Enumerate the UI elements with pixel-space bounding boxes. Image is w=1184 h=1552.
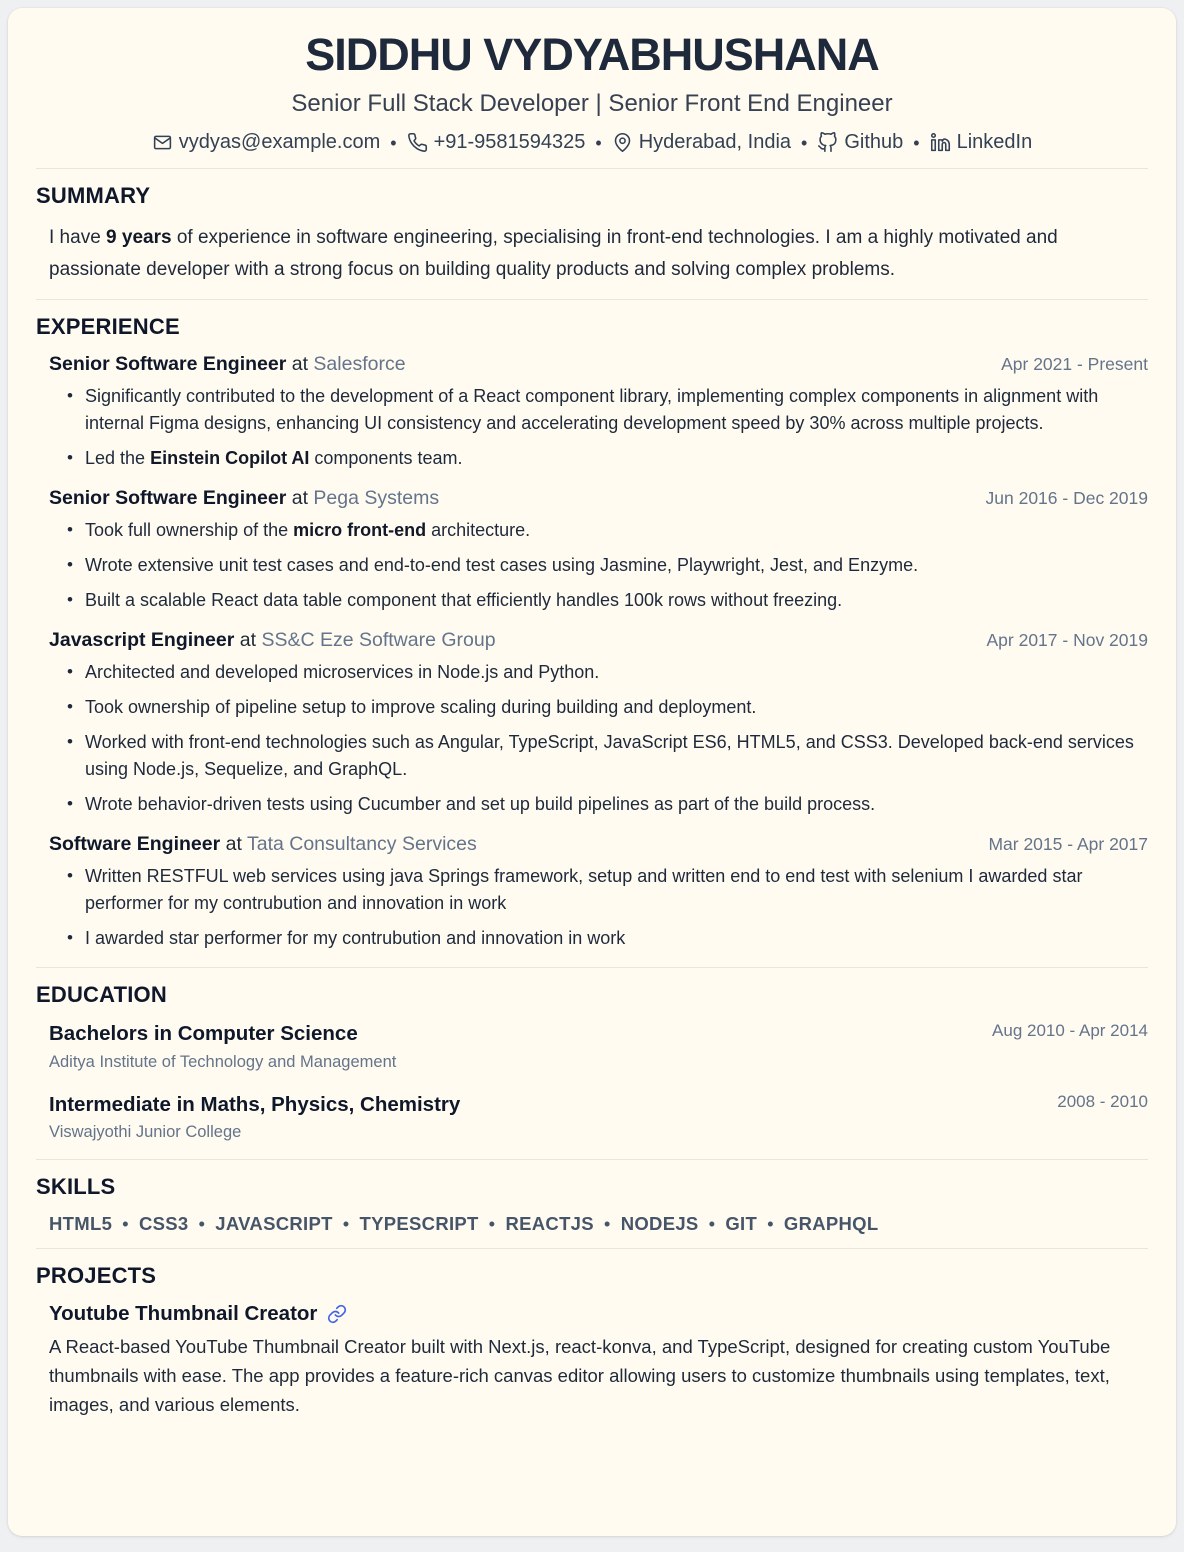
- job-at-label: at: [220, 833, 247, 855]
- project-title-row: [49, 1302, 1148, 1326]
- bullet-separator: •: [913, 132, 920, 153]
- phone-icon: [407, 132, 428, 153]
- email-link[interactable]: [152, 131, 380, 154]
- section-education: [36, 968, 1148, 1159]
- bullet-separator: •: [708, 1213, 716, 1235]
- education-list: [36, 1021, 1148, 1142]
- education-entry: [49, 1092, 1148, 1143]
- text-segment: Worked with front-end technologies such as Angular, TypeScript, JavaScript ES6, HTML5, and CSS3. Developed back-end services using Node.js, Sequelize, and GraphQL.: [85, 732, 1134, 779]
- location-icon: [612, 132, 633, 153]
- github-icon: [817, 132, 838, 153]
- job-at-label: at: [286, 487, 314, 509]
- text-segment: Wrote extensive unit test cases and end-to-end test cases using Jasmine, Playwright, Jest, and Enzyme.: [85, 555, 919, 575]
- project-name: Youtube Thumbnail Creator: [49, 1302, 318, 1326]
- job-bullet-list: [49, 383, 1148, 472]
- skill-item: GIT: [725, 1213, 758, 1235]
- job-title: Javascript Engineer: [49, 629, 235, 651]
- projects-heading: PROJECTS: [36, 1263, 157, 1289]
- job-bullet-list: [49, 517, 1148, 614]
- text-segment: Significantly contributed to the development of a React component library, implementing complex components in alignment with internal Figma designs, enhancing UI consistency and accelerating development speed by 30% across multiple projects.: [85, 386, 1099, 433]
- job-title-line: [49, 487, 439, 510]
- skills-heading: SKILLS: [36, 1174, 116, 1200]
- contact-row: [36, 131, 1148, 154]
- email-link-label: vydyas@example.com: [178, 131, 381, 154]
- skill-item: GRAPHQL: [783, 1213, 879, 1235]
- skill-item: TYPESCRIPT: [359, 1213, 479, 1235]
- bullet-item: [67, 587, 1148, 614]
- education-main: [49, 1092, 460, 1143]
- text-segment: Architected and developed microservices in Node.js and Python.: [85, 662, 600, 682]
- bullet-separator: •: [342, 1213, 350, 1235]
- bullet-item: [67, 925, 1148, 952]
- phone-link[interactable]: [407, 131, 586, 154]
- job-header: [49, 487, 1148, 510]
- bullet-item: [67, 517, 1148, 544]
- section-skills: [36, 1160, 1148, 1248]
- location-text: [612, 131, 791, 154]
- candidate-name: SIDDHU VYDYABHUSHANA: [305, 29, 879, 80]
- job-entry: [49, 833, 1148, 952]
- project-description: A React-based YouTube Thumbnail Creator built with Next.js, react-konva, and TypeScript, designed for creating custom YouTube thumbnails with ease. The app provides a feature-rich canvas editor allowing users to customize thumbnails using templates, text, images, and various elements.: [49, 1336, 1111, 1415]
- summary-text: [49, 222, 1148, 286]
- job-company: SS&C Eze Software Group: [261, 629, 496, 651]
- bullet-separator: •: [488, 1213, 496, 1235]
- projects-list: [36, 1302, 1148, 1419]
- section-projects: [36, 1249, 1148, 1432]
- section-summary: [36, 169, 1148, 299]
- education-heading: EDUCATION: [36, 982, 167, 1007]
- bullet-separator: •: [390, 132, 397, 153]
- skill-item: CSS3: [138, 1213, 189, 1235]
- mail-icon: [152, 132, 173, 153]
- text-segment: I awarded star performer for my contrubution and innovation in work: [85, 928, 626, 948]
- bullet-item: [67, 863, 1148, 917]
- job-header: [49, 833, 1148, 856]
- text-segment: Written RESTFUL web services using java Springs framework, setup and written end to end test with selenium I awarded star performer for my contrubution and innovation in work: [85, 866, 1083, 913]
- resume-page: [8, 8, 1176, 1536]
- phone-link-label: +91-9581594325: [433, 131, 586, 154]
- text-segment: architecture.: [426, 520, 531, 540]
- bullet-item: [67, 729, 1148, 783]
- job-title: Senior Software Engineer: [49, 353, 287, 375]
- bullet-item: [67, 791, 1148, 818]
- link-icon: [327, 1304, 347, 1324]
- bullet-item: [67, 383, 1148, 437]
- location-text-label: Hyderabad, India: [638, 131, 792, 154]
- job-company: Salesforce: [313, 353, 406, 375]
- education-main: [49, 1021, 396, 1072]
- job-entry: [49, 629, 1148, 818]
- school-name: Aditya Institute of Technology and Management: [49, 1052, 397, 1071]
- job-title: Software Engineer: [49, 833, 221, 855]
- github-link[interactable]: [817, 131, 903, 154]
- bullet-separator: •: [122, 1213, 129, 1235]
- linkedin-link[interactable]: [930, 131, 1033, 154]
- emphasized-text: micro front-end: [293, 520, 427, 540]
- education-entry: [49, 1021, 1148, 1072]
- candidate-headline: Senior Full Stack Developer | Senior Front End Engineer: [291, 90, 893, 117]
- github-link-label: Github: [844, 131, 904, 154]
- job-title-line: [49, 629, 496, 652]
- skills-list: [49, 1213, 1148, 1235]
- job-dates: Apr 2021 - Present: [1001, 354, 1148, 374]
- degree-title: Intermediate in Maths, Physics, Chemistry: [49, 1092, 461, 1116]
- emphasized-text: 9 years: [106, 227, 172, 249]
- project-entry: [49, 1302, 1148, 1419]
- education-dates: 2008 - 2010: [1057, 1091, 1148, 1111]
- school-name: Viswajyothi Junior College: [49, 1123, 242, 1142]
- bullet-separator: •: [801, 132, 808, 153]
- text-segment: components team.: [309, 448, 463, 468]
- bullet-item: [67, 445, 1148, 472]
- job-bullet-list: [49, 863, 1148, 952]
- linkedin-link-label: LinkedIn: [956, 131, 1033, 154]
- job-title-line: [49, 833, 477, 856]
- bullet-separator: •: [595, 132, 602, 153]
- experience-list: [36, 353, 1148, 952]
- bullet-item: [67, 659, 1148, 686]
- text-segment: Took ownership of pipeline setup to improve scaling during building and deployment.: [85, 697, 757, 717]
- text-segment: Led the: [85, 448, 151, 468]
- degree-title: Bachelors in Computer Science: [49, 1022, 358, 1045]
- job-at-label: at: [286, 353, 314, 375]
- summary-heading: SUMMARY: [36, 183, 151, 209]
- text-segment: Wrote behavior-driven tests using Cucumber and set up build pipelines as part of the build process.: [85, 794, 876, 814]
- job-header: [49, 353, 1148, 376]
- text-segment: Took full ownership of the: [85, 520, 294, 540]
- project-link[interactable]: [327, 1304, 347, 1324]
- education-dates: Aug 2010 - Apr 2014: [992, 1021, 1148, 1040]
- text-segment: of experience in software engineering, specialising in front-end technologies. I am a highly motivated and passionate developer with a strong focus on building quality products and solving complex problems.: [49, 227, 1058, 281]
- job-title-line: [49, 353, 406, 376]
- job-dates: Apr 2017 - Nov 2019: [986, 630, 1148, 650]
- text-segment: I have: [49, 227, 107, 249]
- skill-item: NODEJS: [620, 1213, 699, 1235]
- linkedin-icon: [930, 132, 951, 153]
- experience-heading: EXPERIENCE: [36, 314, 180, 339]
- job-entry: [49, 353, 1148, 472]
- text-segment: Built a scalable React data table component that efficiently handles 100k rows without freezing.: [85, 590, 843, 610]
- job-bullet-list: [49, 659, 1148, 818]
- bullet-separator: •: [198, 1213, 206, 1235]
- skill-item: JAVASCRIPT: [215, 1213, 333, 1235]
- job-header: [49, 629, 1148, 652]
- job-dates: Mar 2015 - Apr 2017: [988, 834, 1148, 854]
- bullet-separator: •: [767, 1213, 774, 1235]
- job-at-label: at: [234, 629, 262, 651]
- skill-item: REACTJS: [505, 1213, 594, 1235]
- skill-item: HTML5: [49, 1213, 113, 1235]
- job-dates: Jun 2016 - Dec 2019: [985, 488, 1148, 508]
- job-title: Senior Software Engineer: [49, 487, 287, 509]
- bullet-item: [67, 694, 1148, 721]
- emphasized-text: Einstein Copilot AI: [150, 448, 310, 468]
- bullet-item: [67, 552, 1148, 579]
- bullet-separator: •: [603, 1213, 611, 1235]
- job-company: Tata Consultancy Services: [246, 833, 477, 855]
- resume-header: [36, 28, 1148, 168]
- section-experience: [36, 300, 1148, 967]
- job-company: Pega Systems: [313, 487, 440, 509]
- job-entry: [49, 487, 1148, 614]
